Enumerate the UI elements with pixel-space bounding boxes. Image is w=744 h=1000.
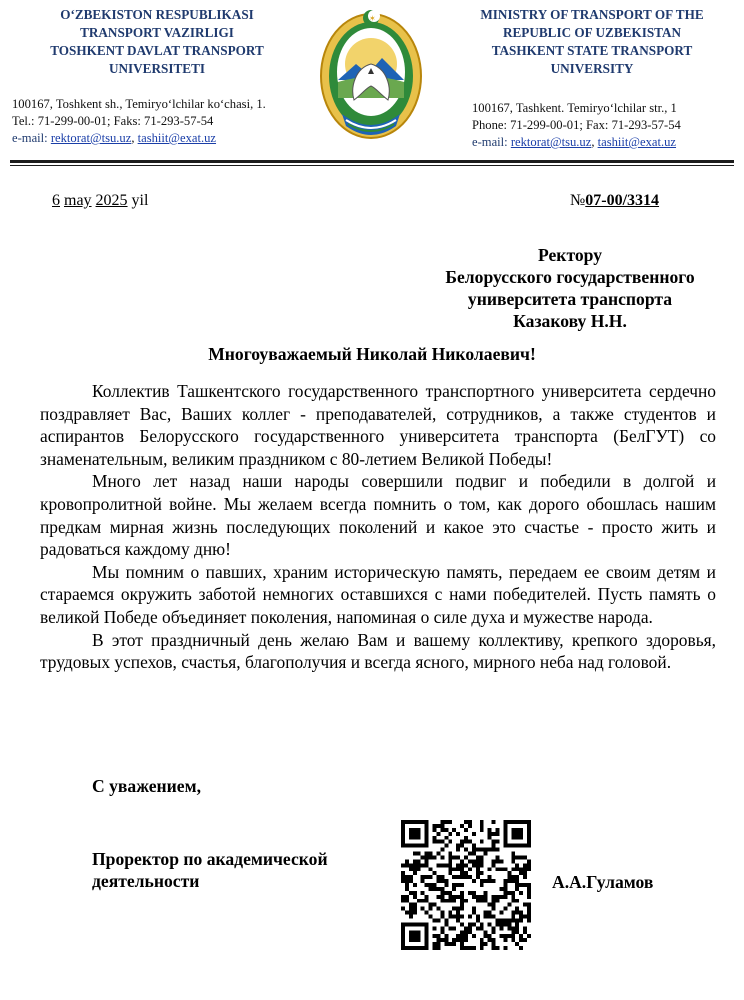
email-separator: , (131, 131, 138, 145)
email-label: e-mail: (12, 131, 51, 145)
number-value: 07-00/3314 (585, 192, 660, 209)
header-left-contacts (12, 96, 312, 147)
header-divider-thick (10, 160, 734, 163)
right-email-line (472, 134, 742, 151)
addressee-line: Белорусского государственного (445, 267, 695, 287)
position-line: Проректор по академической (92, 849, 328, 869)
left-phone: Tel.: 71-299-00-01; Faks: 71-293-57-54 (12, 114, 214, 128)
letter-date (52, 192, 148, 210)
addressee-line: Ректору (537, 245, 603, 265)
body-paragraph: Коллектив Ташкентского государственного транспортного университета сердечно поздравляет Вас, Ваших коллег - преподавателей, сотрудников, а также студентов и аспирантов Белорусского государственного университета транспорта (БелГУТ) со знаменательным, великим праздником с 80-летием Великой Победы! (40, 381, 716, 469)
uzbekistan-coat-of-arms-icon (316, 2, 426, 144)
header-right-line: MINISTRY OF TRANSPORT OF THE (480, 7, 704, 22)
left-address: 100167, Toshkent sh., Temiryo‘lchilar ko‘chasi, 1. (12, 97, 266, 111)
position-line: деятельности (92, 871, 200, 891)
header-right-line: TASHKENT STATE TRANSPORT (491, 43, 693, 58)
right-phone: Phone: 71-299-00-01; Fax: 71-293-57-54 (472, 118, 681, 132)
date-day: 6 (52, 192, 60, 209)
body-paragraph: Много лет назад наши народы совершили подвиг и победили в долгой и кровопролитной войне. Мы желаем всегда помнить о том, как дорого обошлась нашим предкам мирная жизнь последующих поколений и какое это счастье - просто жить и радоваться каждому дню! (40, 471, 716, 560)
addressee-line: университета транспорта (467, 289, 673, 309)
number-prefix: № (570, 192, 586, 209)
date-year: 2025 (95, 192, 128, 209)
email-link-tashiit[interactable]: tashiit@exat.uz (137, 131, 217, 145)
closing-regards: С уважением, (92, 776, 201, 796)
header-right-line: UNIVERSITY (550, 61, 634, 76)
left-email-line (12, 130, 312, 147)
right-address: 100167, Tashkent. Temiryo‘lchilar str., 1 (472, 101, 677, 115)
header-left-org (8, 6, 306, 78)
email-link-tashiit[interactable]: tashiit@exat.uz (597, 135, 677, 149)
header-right-org (442, 6, 742, 78)
signer-name: А.А.Гуламов (552, 872, 654, 892)
svg-text:✶: ✶ (369, 14, 376, 23)
header-left-line: TRANSPORT VAZIRLIGI (80, 25, 234, 40)
header-left-line: O‘ZBEKISTON RESPUBLIKASI (60, 7, 254, 22)
header-divider-thin (10, 165, 734, 166)
header-left-line: TOSHKENT DAVLAT TRANSPORT (50, 43, 264, 58)
email-separator: , (591, 135, 598, 149)
email-link-rektorat[interactable]: rektorat@tsu.uz (50, 131, 132, 145)
signer-position (92, 848, 328, 892)
addressee-line: Казакову Н.Н. (513, 311, 627, 331)
date-suffix: yil (131, 192, 149, 209)
header-right-line: REPUBLIC OF UZBEKISTAN (502, 25, 682, 40)
email-label: e-mail: (472, 135, 511, 149)
body-paragraph: Мы помним о павших, храним историческую память, передаем ее своим детям и стараемся окружить заботой немногих оставшихся с нами победителей. Пусть память о великой Победе объединяет поколения, напоминая о силе духа и мужестве народа. (40, 561, 716, 627)
salutation: Многоуважаемый Николай Николаевич! (208, 344, 536, 364)
addressee-block (410, 244, 730, 332)
header-right-contacts (472, 100, 742, 151)
qr-code-icon (400, 820, 532, 950)
letter-number (570, 192, 659, 210)
header-left-line: UNIVERSITETI (108, 61, 205, 76)
body-paragraph: В этот праздничный день желаю Вам и вашему коллективу, крепкого здоровья, трудовых успехов, счастья, благополучия и всегда ясного, мирного неба над головой. (40, 629, 716, 673)
email-link-rektorat[interactable]: rektorat@tsu.uz (510, 135, 592, 149)
letter-body (40, 380, 716, 674)
date-month: may (64, 192, 92, 209)
